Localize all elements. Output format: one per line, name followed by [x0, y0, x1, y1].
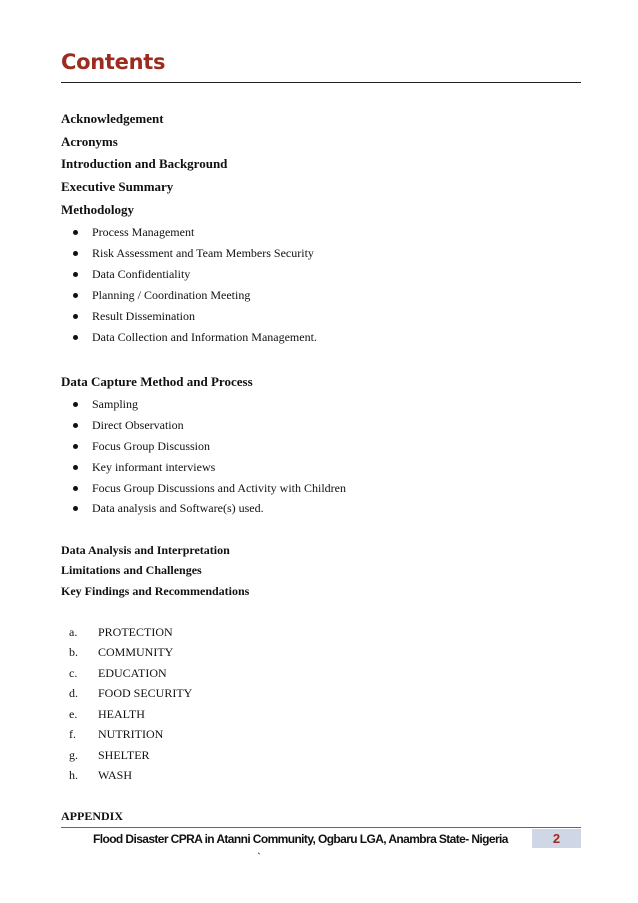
bullet-icon	[73, 230, 78, 235]
data-capture-item[interactable]	[73, 396, 138, 412]
toc-methodology[interactable]: Methodology	[61, 202, 134, 217]
findings-item[interactable]	[69, 624, 173, 640]
item-letter: h.	[69, 768, 78, 782]
methodology-item-label: Data Confidentiality	[92, 267, 191, 281]
toc-data-capture[interactable]: Data Capture Method and Process	[61, 374, 253, 389]
findings-item-label: NUTRITION	[98, 727, 164, 741]
findings-item-label: EDUCATION	[98, 666, 167, 680]
toc-appendix[interactable]: APPENDIX	[61, 809, 123, 823]
methodology-item-label: Planning / Coordination Meeting	[92, 288, 251, 302]
toc-limitations[interactable]: Limitations and Challenges	[61, 563, 202, 577]
item-letter: g.	[69, 748, 78, 762]
toc-acknowledgement[interactable]: Acknowledgement	[61, 111, 164, 126]
data-capture-item-label: Data analysis and Software(s) used.	[92, 501, 264, 515]
footer-mark: `	[257, 850, 261, 864]
findings-item[interactable]	[69, 685, 192, 701]
methodology-item-label: Risk Assessment and Team Members Security	[92, 246, 314, 260]
data-capture-item[interactable]	[73, 480, 346, 496]
bullet-icon	[73, 251, 78, 256]
findings-item-label: WASH	[98, 768, 133, 782]
footer-text: Flood Disaster CPRA in Atanni Community, Ogbaru LGA, Anambra State- Nigeria	[93, 832, 508, 846]
page-number: 2	[552, 831, 561, 846]
data-capture-item-label: Focus Group Discussions and Activity with Children	[92, 481, 346, 495]
findings-item[interactable]	[69, 747, 150, 763]
data-capture-item[interactable]	[73, 459, 215, 475]
findings-item-label: FOOD SECURITY	[98, 686, 193, 700]
findings-item-label: SHELTER	[98, 748, 150, 762]
findings-item[interactable]	[69, 726, 163, 742]
bullet-icon	[73, 314, 78, 319]
data-capture-item[interactable]	[73, 438, 210, 454]
methodology-item[interactable]	[73, 329, 317, 345]
data-capture-item-label: Sampling	[92, 397, 139, 411]
page-title: Contents	[61, 50, 166, 74]
bullet-icon	[73, 444, 78, 449]
bullet-icon	[73, 506, 78, 511]
findings-item[interactable]	[69, 644, 173, 660]
bullet-icon	[73, 465, 78, 470]
methodology-item[interactable]	[73, 224, 194, 240]
findings-item[interactable]	[69, 767, 132, 783]
bullet-icon	[73, 335, 78, 340]
page-number-box	[532, 829, 581, 848]
item-letter: c.	[69, 666, 78, 680]
bullet-icon	[73, 293, 78, 298]
item-letter: a.	[69, 625, 78, 639]
bullet-icon	[73, 272, 78, 277]
data-capture-item-label: Direct Observation	[92, 418, 184, 432]
footer-rule	[61, 827, 581, 828]
title-rule	[61, 82, 581, 83]
methodology-item[interactable]	[73, 245, 314, 261]
toc-data-analysis[interactable]: Data Analysis and Interpretation	[61, 543, 230, 557]
toc-acronyms[interactable]: Acronyms	[61, 134, 118, 149]
data-capture-item-label: Key informant interviews	[92, 460, 216, 474]
methodology-item[interactable]	[73, 287, 250, 303]
methodology-item-label: Result Dissemination	[92, 309, 195, 323]
findings-item-label: PROTECTION	[98, 625, 173, 639]
data-capture-item[interactable]	[73, 500, 264, 516]
item-letter: e.	[69, 707, 78, 721]
data-capture-item[interactable]	[73, 417, 184, 433]
findings-item[interactable]	[69, 706, 145, 722]
methodology-item-label: Data Collection and Information Management.	[92, 330, 317, 344]
toc-executive-summary[interactable]: Executive Summary	[61, 179, 174, 194]
methodology-item-label: Process Management	[92, 225, 195, 239]
toc-introduction[interactable]: Introduction and Background	[61, 156, 228, 171]
bullet-icon	[73, 402, 78, 407]
item-letter: f.	[69, 727, 76, 741]
findings-item[interactable]	[69, 665, 167, 681]
findings-item-label: COMMUNITY	[98, 645, 174, 659]
toc-key-findings[interactable]: Key Findings and Recommendations	[61, 584, 250, 598]
methodology-item[interactable]	[73, 308, 195, 324]
item-letter: d.	[69, 686, 78, 700]
bullet-icon	[73, 486, 78, 491]
data-capture-item-label: Focus Group Discussion	[92, 439, 211, 453]
methodology-item[interactable]	[73, 266, 190, 282]
findings-item-label: HEALTH	[98, 707, 145, 721]
item-letter: b.	[69, 645, 78, 659]
bullet-icon	[73, 423, 78, 428]
